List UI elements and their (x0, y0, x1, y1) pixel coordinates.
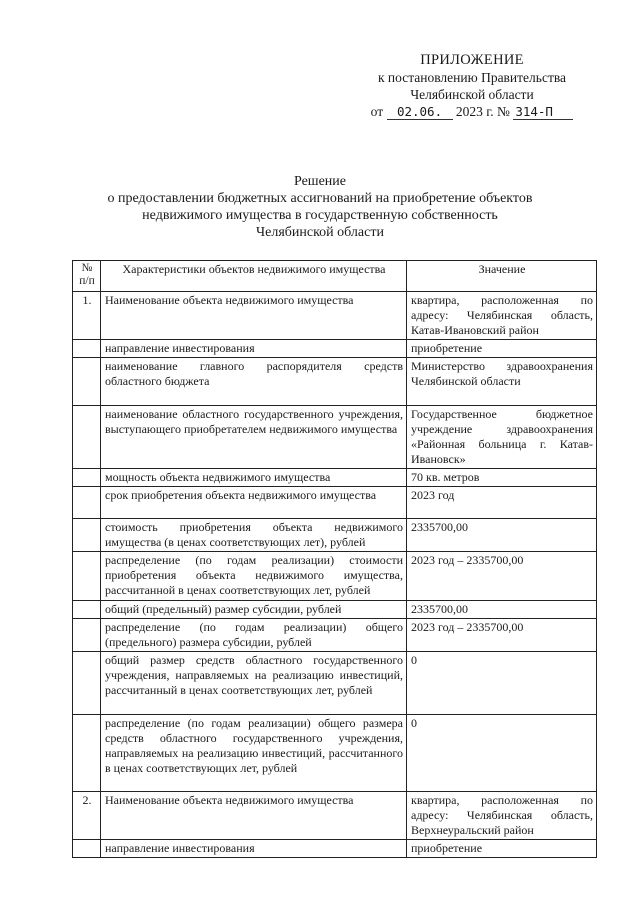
row-label: Наименование объекта недвижимого имущества (101, 292, 407, 340)
table-row (73, 619, 597, 652)
title-line-4: Челябинской области (256, 225, 384, 240)
title-line-3: недвижимого имущества в государственную собственность (142, 208, 498, 223)
table-row (73, 552, 597, 601)
appendix-line-1: к постановлению Правительства (377, 70, 567, 85)
row-value: 2335700,00 (407, 519, 597, 552)
row-num (73, 601, 101, 619)
document-title (90, 173, 550, 241)
row-num (73, 619, 101, 652)
row-value: 0 (407, 652, 597, 715)
row-value: 2335700,00 (407, 601, 597, 619)
table-row (73, 840, 597, 858)
appendix-heading: ПРИЛОЖЕНИЕ (420, 52, 524, 68)
title-line-2: о предоставлении бюджетных ассигнований на приобретение объектов (107, 191, 533, 206)
row-value: приобретение (407, 840, 597, 858)
table-row (73, 487, 597, 519)
title-line-1: Решение (293, 174, 346, 189)
row-value: 0 (407, 715, 597, 792)
row-label: срок приобретения объекта недвижимого имущества (101, 487, 407, 519)
row-num: 1. (73, 292, 101, 340)
table-row (73, 519, 597, 552)
row-num (73, 406, 101, 469)
table-row (73, 292, 597, 340)
row-label: распределение (по годам реализации) стоимости приобретения объекта недвижимого имущества, рассчитанной в ценах соответствующих лет, рублей (101, 552, 407, 601)
row-label: мощность объекта недвижимого имущества (101, 469, 407, 487)
row-num (73, 715, 101, 792)
row-num (73, 652, 101, 715)
table-row (73, 469, 597, 487)
date-prefix: от (370, 104, 384, 119)
row-num (73, 469, 101, 487)
appendix-line-2: Челябинской области (410, 87, 534, 102)
row-num (73, 519, 101, 552)
row-num (73, 487, 101, 519)
table-row (73, 792, 597, 840)
decree-number: 314-П (513, 104, 573, 120)
table-header-row (73, 261, 597, 292)
row-value: Министерство здравоохранения Челябинской области (407, 358, 597, 406)
table-row (73, 715, 597, 792)
row-label: общий размер средств областного государственного учреждения, направляемых на реализацию инвестиций, рассчитанный в ценах соответствующих лет, рублей (101, 652, 407, 715)
row-num (73, 840, 101, 858)
row-value: квартира, расположенная по адресу: Челябинская область, Верхнеуральский район (407, 792, 597, 840)
row-value: квартира, расположенная по адресу: Челябинская область, Катав-Ивановский район (407, 292, 597, 340)
table-row (73, 406, 597, 469)
row-value: 70 кв. метров (407, 469, 597, 487)
row-num: 2. (73, 792, 101, 840)
table-row (73, 601, 597, 619)
date-value: 02.06. (387, 104, 453, 120)
row-label: распределение (по годам реализации) общего размера средств областного государственного учреждения, направляемых на реализацию инвестиций, рассчитанного в ценах соответствующих лет, рублей (101, 715, 407, 792)
table-row (73, 340, 597, 358)
row-value: 2023 год (407, 487, 597, 519)
appendix-date-line (352, 103, 592, 120)
row-value: приобретение (407, 340, 597, 358)
header-num: № п/п (73, 261, 101, 292)
row-num (73, 358, 101, 406)
row-value: Государственное бюджетное учреждение здравоохранения «Районная больница г. Катав-Ивановск» (407, 406, 597, 469)
header-value: Значение (407, 261, 597, 292)
decision-table (72, 260, 597, 858)
row-label: стоимость приобретения объекта недвижимого имущества (в ценах соответствующих лет), рублей (101, 519, 407, 552)
table-row (73, 652, 597, 715)
row-num (73, 340, 101, 358)
row-label: направление инвестирования (101, 840, 407, 858)
row-value: 2023 год – 2335700,00 (407, 552, 597, 601)
row-label: Наименование объекта недвижимого имущества (101, 792, 407, 840)
header-characteristics: Характеристики объектов недвижимого имущества (101, 261, 407, 292)
appendix-block (352, 52, 592, 120)
row-label: общий (предельный) размер субсидии, рублей (101, 601, 407, 619)
table-row (73, 358, 597, 406)
row-value: 2023 год – 2335700,00 (407, 619, 597, 652)
row-label: наименование главного распорядителя средств областного бюджета (101, 358, 407, 406)
row-num (73, 552, 101, 601)
row-label: наименование областного государственного учреждения, выступающего приобретателем недвижимого имущества (101, 406, 407, 469)
row-label: распределение (по годам реализации) общего (предельного) размера субсидии, рублей (101, 619, 407, 652)
row-label: направление инвестирования (101, 340, 407, 358)
year-text: 2023 г. № (455, 104, 510, 119)
